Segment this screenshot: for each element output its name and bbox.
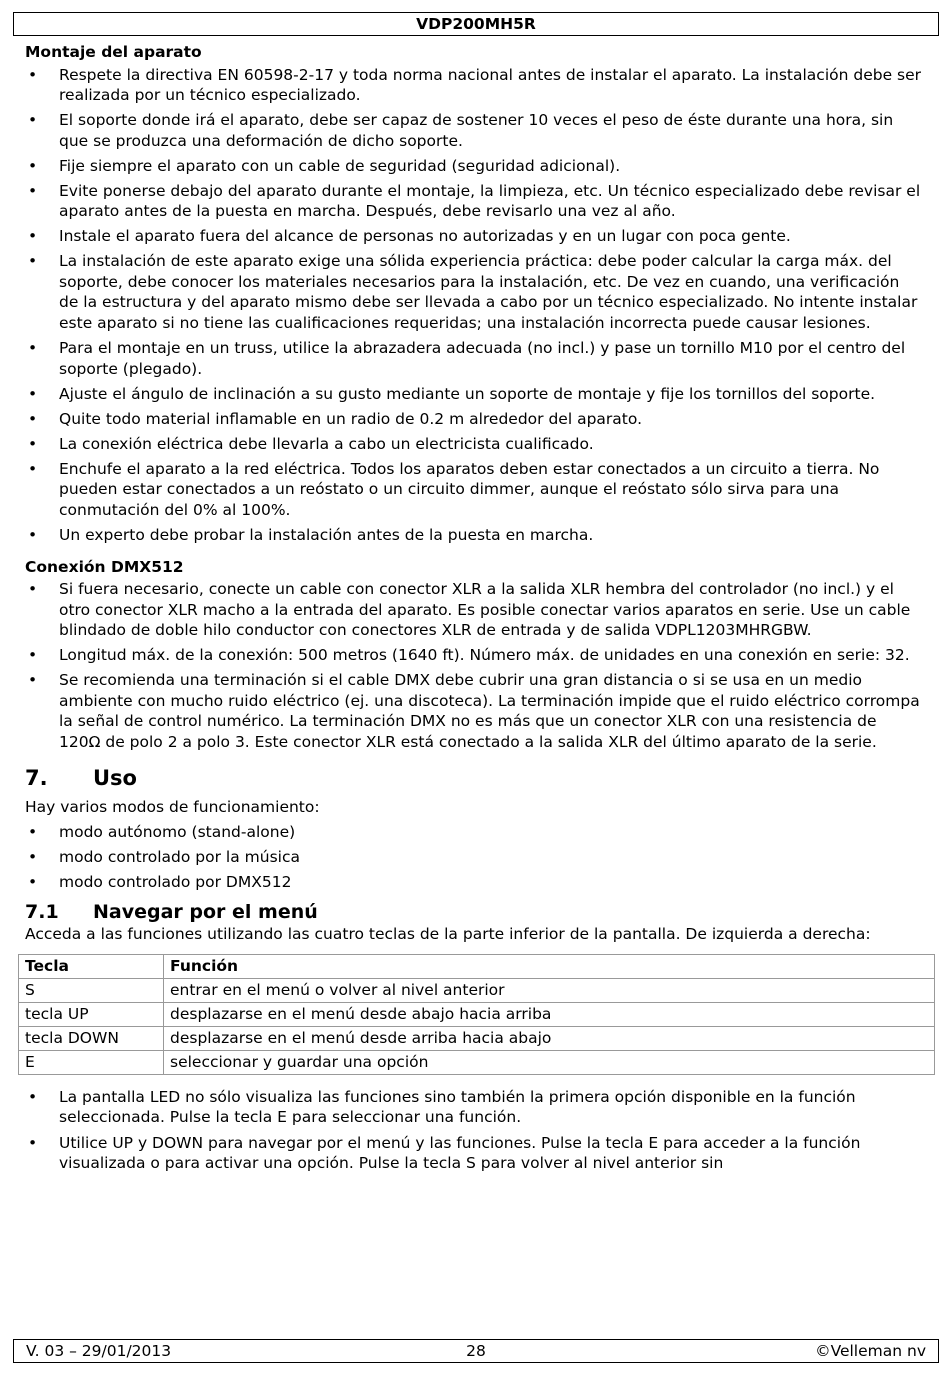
menu-intro: Acceda a las funciones utilizando las cuatro teclas de la parte inferior de la pantalla. De izquierda a derecha: bbox=[25, 925, 871, 944]
table-header-cell: Tecla bbox=[19, 954, 164, 978]
list-item: • Se recomienda una terminación si el cable DMX debe cubrir una gran distancia o si se usa en un medio ambiente con mucho ruido eléctrico (ej. una discoteca). La terminación impide que el ruido eléctrico corrompa la señal de control numérico. La terminación DMX no es más que un conector XLR con una resistencia de 120Ω de polo 2 a polo 3. Este conector XLR está conectado a la salida XLR del último aparato de la serie. bbox=[25, 670, 922, 752]
list-item: • Fije siempre el aparato con un cable de seguridad (seguridad adicional). bbox=[25, 156, 922, 177]
list-item: • modo autónomo (stand-alone) bbox=[25, 822, 922, 843]
mounting-heading: Montaje del aparato bbox=[25, 43, 202, 61]
list-item: • La pantalla LED no sólo visualiza las funciones sino también la primera opción disponible en la función seleccionada. Pulse la tecla E para seleccionar una función. bbox=[25, 1087, 922, 1128]
list-item: • Longitud máx. de la conexión: 500 metros (1640 ft). Número máx. de unidades en una conexión en serie: 32. bbox=[25, 645, 922, 666]
menu-section-title bbox=[25, 900, 922, 924]
table-cell: tecla DOWN bbox=[19, 1026, 164, 1050]
section-title-text: Navegar por el menú bbox=[93, 901, 318, 924]
footer-copyright: ©Velleman nv bbox=[815, 1342, 926, 1360]
dmx-list bbox=[25, 579, 922, 752]
document-model-title: VDP200MH5R bbox=[416, 15, 536, 33]
use-intro: Hay varios modos de funcionamiento: bbox=[25, 798, 320, 817]
section-number: 7.1 bbox=[25, 901, 59, 924]
table-cell: entrar en el menú o volver al nivel anterior bbox=[164, 978, 935, 1002]
table-cell: E bbox=[19, 1050, 164, 1074]
section-title-text: Uso bbox=[93, 766, 137, 791]
table-cell: desplazarse en el menú desde abajo hacia arriba bbox=[164, 1002, 935, 1026]
table-cell: desplazarse en el menú desde arriba hacia abajo bbox=[164, 1026, 935, 1050]
section-number: 7. bbox=[25, 766, 48, 791]
list-item: • Si fuera necesario, conecte un cable con conector XLR a la salida XLR hembra del controlador (no incl.) y el otro conector XLR macho a la entrada del aparato. Es posible conectar varios aparatos en serie. Use un cable blindado de doble hilo conductor con conectores XLR de entrada y de salida VDPL1203MHRGBW. bbox=[25, 579, 922, 641]
list-item: • Quite todo material inflamable en un radio de 0.2 m alrededor del aparato. bbox=[25, 409, 922, 430]
footer-page-number: 28 bbox=[466, 1342, 486, 1360]
list-item: • Instale el aparato fuera del alcance de personas no autorizadas y en un lugar con poca gente. bbox=[25, 226, 922, 247]
table-row bbox=[19, 1002, 935, 1026]
table-cell: seleccionar y guardar una opción bbox=[164, 1050, 935, 1074]
list-item: • Respete la directiva EN 60598-2-17 y toda norma nacional antes de instalar el aparato. La instalación debe ser realizada por un técnico especializado. bbox=[25, 65, 922, 106]
table-row bbox=[19, 978, 935, 1002]
table-cell: tecla UP bbox=[19, 1002, 164, 1026]
list-item: • Un experto debe probar la instalación antes de la puesta en marcha. bbox=[25, 525, 922, 546]
list-item: • El soporte donde irá el aparato, debe ser capaz de sostener 10 veces el peso de éste durante una hora, sin que se produzca una deformación de dicho soporte. bbox=[25, 110, 922, 151]
list-item: • modo controlado por DMX512 bbox=[25, 872, 922, 893]
table-row bbox=[19, 1026, 935, 1050]
key-function-table bbox=[18, 954, 935, 1075]
list-item: • La conexión eléctrica debe llevarla a cabo un electricista cualificado. bbox=[25, 434, 922, 455]
list-item: • Evite ponerse debajo del aparato durante el montaje, la limpieza, etc. Un técnico especializado debe revisar el aparato antes de la puesta en marcha. Después, debe revisarlo una vez al año. bbox=[25, 181, 922, 222]
table-row bbox=[19, 1050, 935, 1074]
list-item: • La instalación de este aparato exige una sólida experiencia práctica: debe poder calcular la carga máx. del soporte, debe conocer los materiales necesarios para la instalación, etc. De vez en cuando, una verificación de la estructura y del aparato mismo debe ser llevada a cabo por un técnico especializado. No intente instalar este aparato si no tiene las cualificaciones requeridas; una instalación incorrecta puede causar lesiones. bbox=[25, 251, 922, 333]
mounting-list bbox=[25, 65, 922, 546]
list-item: • Enchufe el aparato a la red eléctrica. Todos los aparatos deben estar conectados a un circuito a tierra. No pueden estar conectados a un reóstato o un circuito dimmer, aunque el reóstato sólo sirva para una conmutación del 0% al 100%. bbox=[25, 459, 922, 521]
footer-version: V. 03 – 29/01/2013 bbox=[26, 1342, 172, 1360]
table-cell: S bbox=[19, 978, 164, 1002]
list-item: • Para el montaje en un truss, utilice la abrazadera adecuada (no incl.) y pase un tornillo M10 por el centro del soporte (plegado). bbox=[25, 338, 922, 379]
table-header-row bbox=[19, 954, 935, 978]
use-section-title bbox=[25, 765, 922, 791]
modes-list bbox=[25, 822, 922, 893]
list-item: • Ajuste el ángulo de inclinación a su gusto mediante un soporte de montaje y fije los tornillos del soporte. bbox=[25, 384, 922, 405]
table-header-cell: Función bbox=[164, 954, 935, 978]
page-header bbox=[13, 12, 939, 36]
page-content bbox=[25, 42, 922, 1178]
page-footer bbox=[13, 1339, 939, 1363]
menu-list bbox=[25, 1087, 922, 1174]
list-item: • modo controlado por la música bbox=[25, 847, 922, 868]
dmx-heading: Conexión DMX512 bbox=[25, 557, 184, 576]
list-item: • Utilice UP y DOWN para navegar por el menú y las funciones. Pulse la tecla E para acceder a la función visualizada o para activar una opción. Pulse la tecla S para volver al nivel anterior sin bbox=[25, 1133, 922, 1174]
